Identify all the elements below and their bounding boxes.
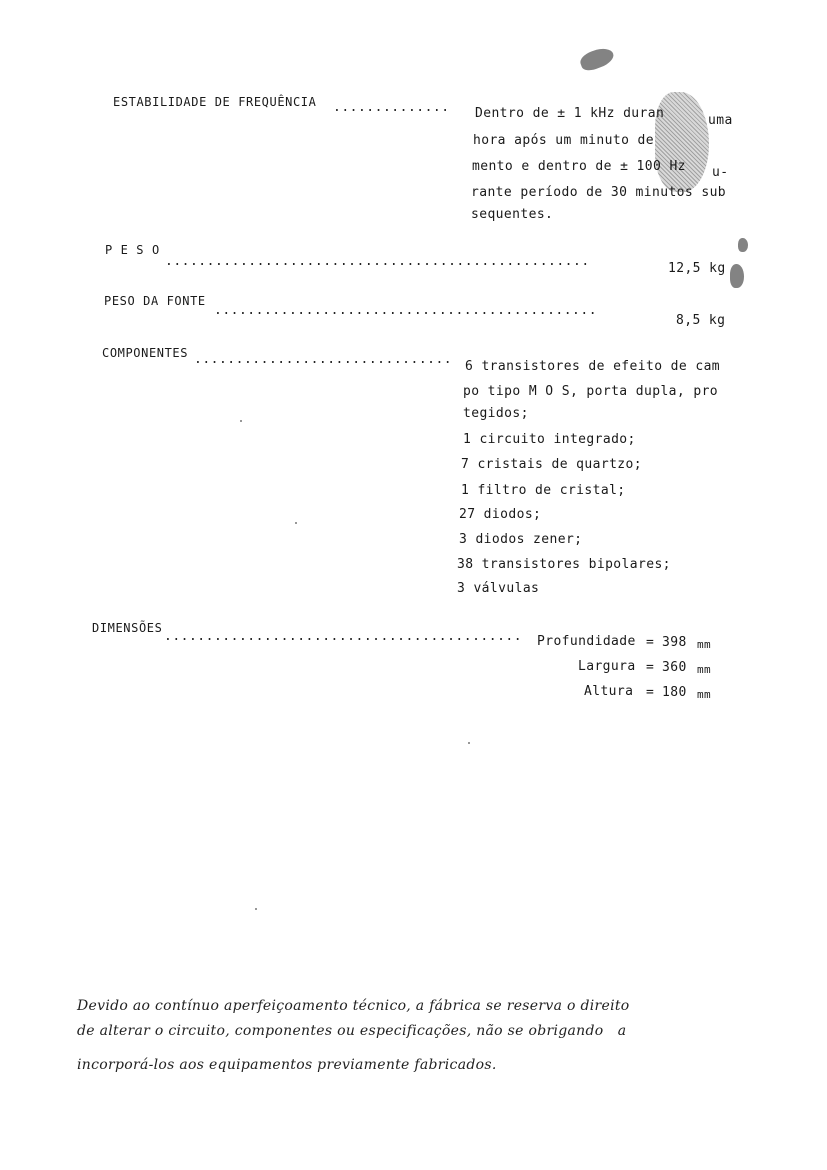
freq-stability-line: Dentro de ± 1 kHz duran bbox=[475, 106, 665, 121]
components-line: 6 transistores de efeito de cam bbox=[465, 359, 721, 374]
dimension-depth-value: 398 bbox=[662, 635, 687, 650]
dimension-height-value: 180 bbox=[662, 685, 687, 700]
components-label: COMPONENTES bbox=[102, 346, 189, 360]
components-line: 3 válvulas bbox=[457, 581, 540, 596]
disclaimer-line: incorporá-los aos equipamentos previamente fabricados. bbox=[77, 1057, 497, 1073]
leader-dots: .............. bbox=[333, 100, 450, 115]
dimension-equals: = bbox=[646, 635, 655, 650]
dimension-height-name: Altura bbox=[584, 684, 634, 699]
components-line: 1 filtro de cristal; bbox=[461, 483, 626, 498]
speck bbox=[240, 420, 242, 422]
power-supply-weight-value: 8,5 kg bbox=[676, 313, 726, 328]
ink-blot bbox=[730, 264, 744, 288]
components-line: po tipo M O S, porta dupla, pro bbox=[463, 384, 719, 399]
freq-stability-line: mento e dentro de ± 100 Hz bbox=[472, 159, 686, 174]
ink-blot bbox=[578, 45, 616, 74]
leader-dots: ................................................... bbox=[165, 254, 590, 269]
leader-dots: ........................................... bbox=[164, 629, 523, 644]
weight-label: P E S O bbox=[105, 243, 160, 257]
leader-dots: ............................... bbox=[194, 352, 453, 367]
speck bbox=[468, 742, 470, 744]
freq-stability-line: sequentes. bbox=[471, 207, 554, 222]
components-line: 7 cristais de quartzo; bbox=[461, 457, 642, 472]
dimension-equals: = bbox=[646, 660, 655, 675]
components-line: 38 transistores bipolares; bbox=[457, 557, 671, 572]
components-line: 3 diodos zener; bbox=[459, 532, 583, 547]
dimension-depth-name: Profundidade bbox=[537, 634, 636, 649]
speck bbox=[295, 522, 297, 524]
freq-stability-line: uma bbox=[708, 113, 733, 128]
weight-value: 12,5 kg bbox=[668, 261, 726, 276]
freq-stability-line: u- bbox=[712, 165, 729, 180]
dimension-width-value: 360 bbox=[662, 660, 687, 675]
freq-stability-line: rante período de 30 minutos sub bbox=[471, 185, 727, 200]
dimension-width-name: Largura bbox=[578, 659, 636, 674]
components-line: 27 diodos; bbox=[459, 507, 542, 522]
disclaimer-line: Devido ao contínuo aperfeiçoamento técnico, a fábrica se reserva o direito bbox=[77, 998, 630, 1014]
dimension-width-unit: mm bbox=[697, 663, 712, 676]
freq-stability-line: hora após um minuto de bbox=[473, 133, 654, 148]
disclaimer-line: de alterar o circuito, componentes ou especificações, não se obrigando a bbox=[77, 1023, 627, 1039]
components-line: tegidos; bbox=[463, 406, 529, 421]
power-supply-weight-label: PESO DA FONTE bbox=[104, 294, 206, 308]
dimension-height-unit: mm bbox=[697, 688, 712, 701]
speck bbox=[255, 908, 257, 910]
freq-stability-label: ESTABILIDADE DE FREQUÊNCIA bbox=[113, 95, 317, 109]
ink-blot bbox=[738, 238, 748, 252]
dimensions-label: DIMENSÕES bbox=[92, 621, 163, 635]
leader-dots: .............................................. bbox=[214, 303, 598, 318]
components-line: 1 circuito integrado; bbox=[463, 432, 636, 447]
dimension-depth-unit: mm bbox=[697, 638, 712, 651]
dimension-equals: = bbox=[646, 685, 655, 700]
